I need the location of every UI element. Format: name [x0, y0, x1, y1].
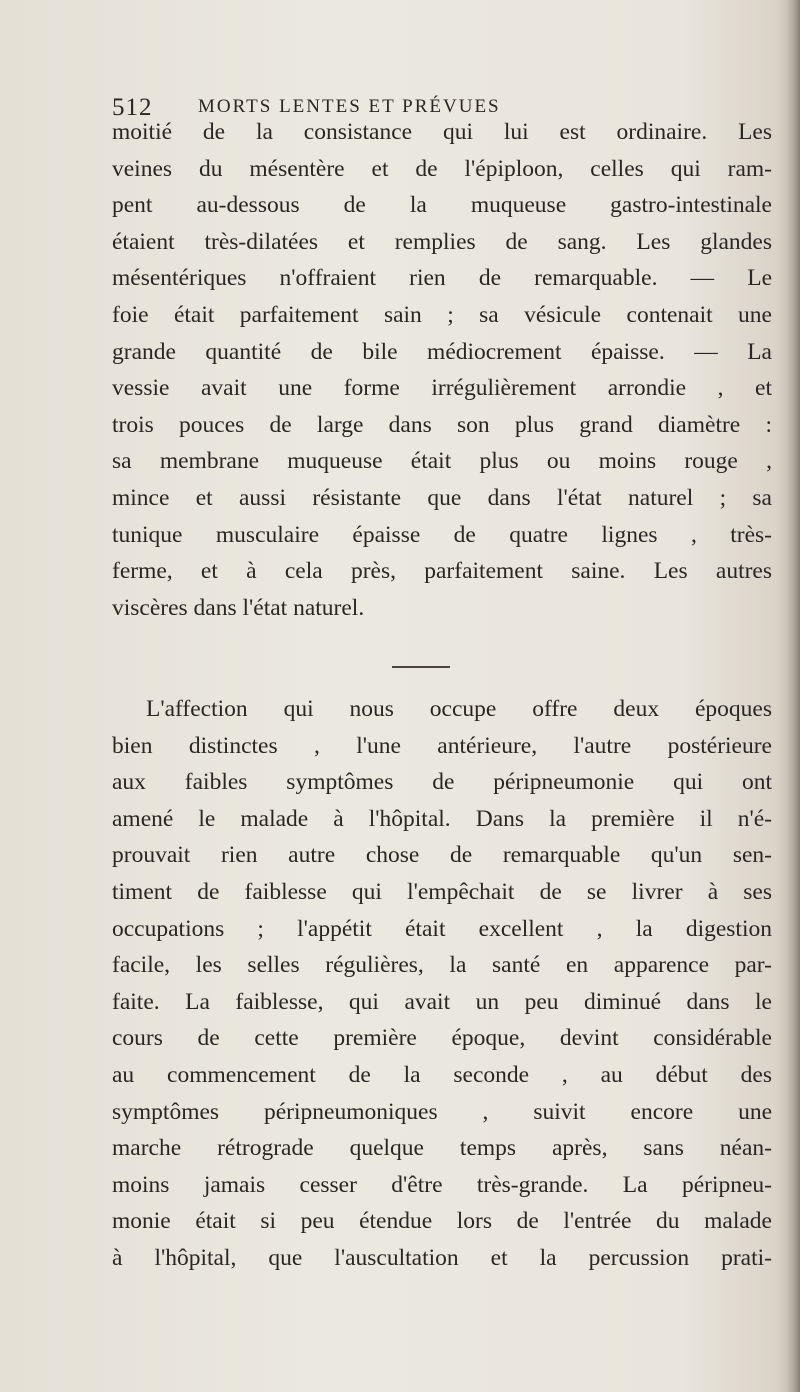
- text-line: marche rétrograde quelque temps après, sans néan-: [112, 1135, 772, 1162]
- running-title: MORTS LENTES ET PRÉVUES: [198, 96, 501, 117]
- text-line: pent au-dessous de la muqueuse gastro-intestinale: [112, 192, 772, 219]
- text-line: bien distinctes , l'une antérieure, l'autre postérieure: [112, 732, 772, 759]
- page-number: 512: [112, 94, 153, 121]
- text-line: au commencement de la seconde , au début des: [112, 1061, 772, 1088]
- page-edge-shadow: [786, 0, 800, 1392]
- text-line: mince et aussi résistante que dans l'état naturel ; sa: [112, 484, 772, 511]
- text-line: aux faibles symptômes de péripneumonie qui ont: [112, 769, 772, 796]
- text-line: faite. La faiblesse, qui avait un peu diminué dans le: [112, 988, 772, 1015]
- text-line: monie était si peu étendue lors de l'entrée du malade: [112, 1208, 772, 1235]
- text-line: prouvait rien autre chose de remarquable qu'un sen-: [112, 842, 772, 869]
- text-line: vessie avait une forme irrégulièrement arrondie , et: [112, 375, 772, 402]
- text-line: veines du mésentère et de l'épiploon, celles qui ram-: [112, 155, 772, 182]
- text-line: cours de cette première époque, devint considérable: [112, 1025, 772, 1052]
- text-line: viscères dans l'état naturel.: [112, 594, 365, 621]
- text-line: occupations ; l'appétit était excellent , la digestion: [112, 915, 772, 942]
- text-line: moitié de la consistance qui lui est ordinaire. Les: [112, 119, 772, 145]
- text-line: ferme, et à cela près, parfaitement saine. Les autres: [112, 558, 772, 585]
- text-line: foie était parfaitement sain ; sa vésicule contenait une: [112, 301, 772, 328]
- text-line: facile, les selles régulières, la santé en apparence par-: [112, 952, 772, 979]
- text-line: amené le malade à l'hôpital. Dans la première il n'é-: [112, 805, 772, 832]
- text-line: trois pouces de large dans son plus grand diamètre :: [112, 411, 772, 438]
- text-line: L'affection qui nous occupe offre deux époques: [146, 696, 772, 722]
- paragraph-2: [112, 691, 772, 1277]
- text-line: sa membrane muqueuse était plus ou moins rouge ,: [112, 448, 772, 475]
- text-line: tunique musculaire épaisse de quatre lignes , très-: [112, 521, 772, 548]
- paragraph-1: [112, 114, 772, 626]
- text-line: symptômes péripneumoniques , suivit encore une: [112, 1098, 772, 1125]
- text-line: timent de faiblesse qui l'empêchait de se livrer à ses: [112, 878, 772, 905]
- text-line: grande quantité de bile médiocrement épaisse. — La: [112, 338, 772, 365]
- text-line: à l'hôpital, que l'auscultation et la percussion prati-: [112, 1244, 772, 1271]
- text-line: étaient très-dilatées et remplies de sang. Les glandes: [112, 228, 772, 255]
- section-separator-rule: [392, 666, 450, 668]
- text-line: moins jamais cesser d'être très-grande. La péripneu-: [112, 1171, 772, 1198]
- text-line: mésentériques n'offraient rien de remarquable. — Le: [112, 265, 772, 292]
